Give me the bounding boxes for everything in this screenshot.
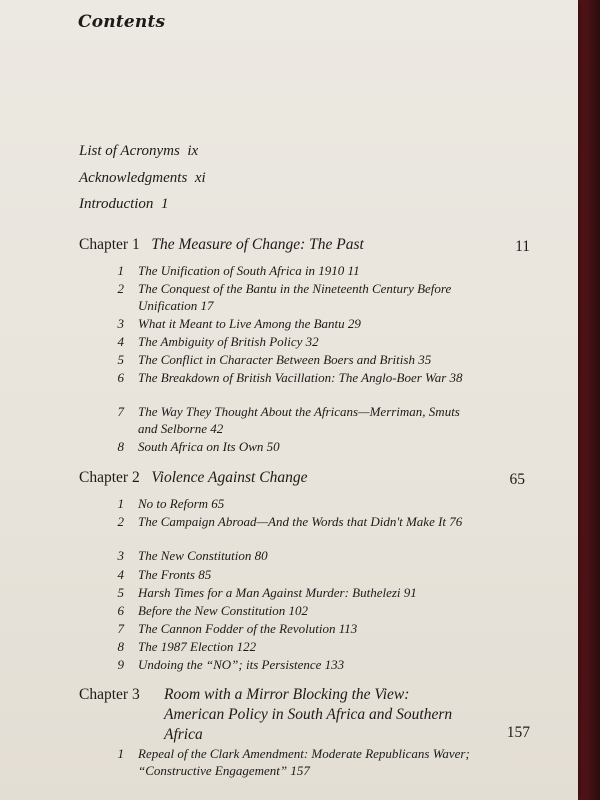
chapter-heading: Chapter 3 Room with a Mirror Blocking the View: American Policy in South Africa and Southern Africa <box>79 686 453 743</box>
front-matter-item: List of Acronyms ix <box>79 143 199 159</box>
page-title: Contents <box>78 12 166 32</box>
chapter-heading: Chapter 2 Violence Against Change <box>79 469 308 486</box>
toc-entry: 4 The Ambiguity of British Policy 32 <box>117 334 319 349</box>
toc-entry: 7 The Cannon Fodder of the Revolution 113 <box>117 621 358 636</box>
toc-entry: 2 The Campaign Abroad—And the Words that Didn't Make It 76 <box>117 514 463 529</box>
toc-entry: 1 No to Reform 65 <box>117 496 225 511</box>
toc-entry: 3 What it Meant to Live Among the Bantu 29 <box>117 316 361 331</box>
toc-entry: 6 The Breakdown of British Vacillation: The Anglo-Boer War 38 <box>117 370 463 385</box>
toc-entry: 7 The Way They Thought About the Africans—Merriman, Smuts and Selborne 42 <box>117 404 460 436</box>
toc-entry: 8 The 1987 Election 122 <box>117 639 257 654</box>
toc-entry: 3 The New Constitution 80 <box>117 548 268 563</box>
chapter-page-number: 157 <box>506 724 530 741</box>
toc-entry: 2 The Conquest of the Bantu in the Nineteenth Century Before Unification 17 <box>117 281 452 313</box>
chapter-page-number: 65 <box>509 471 525 488</box>
chapter-page-number: 11 <box>515 238 530 255</box>
toc-entry: 6 Before the New Constitution 102 <box>117 603 308 618</box>
front-matter-item: Acknowledgments xi <box>79 170 206 186</box>
toc-entry: 4 The Fronts 85 <box>117 567 212 582</box>
toc-entry: 1 Repeal of the Clark Amendment: Moderate Republicans Waver; “Constructive Engagement” 157 <box>117 746 470 778</box>
toc-entry: 5 Harsh Times for a Man Against Murder: Buthelezi 91 <box>117 585 417 600</box>
toc-entry: 1 The Unification of South Africa in 1910 11 <box>117 263 360 278</box>
toc-entry: 9 Undoing the “NO”; its Persistence 133 <box>117 657 345 672</box>
chapter-heading: Chapter 1 The Measure of Change: The Past <box>79 236 364 253</box>
toc-entry: 8 South Africa on Its Own 50 <box>117 439 280 454</box>
front-matter-item: Introduction 1 <box>79 196 169 212</box>
toc-entry: 5 The Conflict in Character Between Boers and British 35 <box>117 352 432 367</box>
